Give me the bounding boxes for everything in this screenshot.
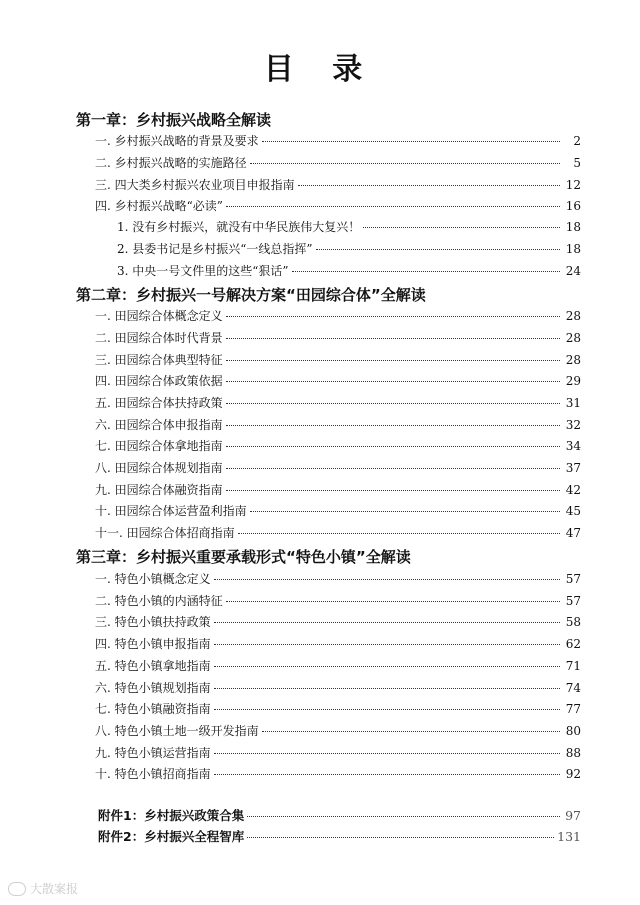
toc-entry-page: 45 [565,504,581,518]
toc-entry-label: 一. 特色小镇概念定义 [95,572,211,586]
toc-entry[interactable] [95,395,581,411]
toc-entry[interactable] [95,460,581,476]
toc-entry-page: 131 [557,829,581,844]
toc-entry-page: 28 [565,309,581,323]
toc-entry-label: 二. 田园综合体时代背景 [95,331,223,345]
toc-entry[interactable] [95,614,581,630]
toc-entry-label: 一. 乡村振兴战略的背景及要求 [95,134,259,148]
toc-entry-page: 29 [565,374,581,388]
toc-entry-page: 74 [565,681,581,695]
toc-entry[interactable] [95,133,581,149]
toc-entry-page: 2 [573,134,581,148]
dot-leader [292,271,560,272]
toc-entry-label: 二. 乡村振兴战略的实施路径 [95,156,247,170]
toc-entry-label: 3. 中央一号文件里的这些“狠话” [117,264,289,278]
toc-entry-page: 34 [565,439,581,453]
toc-entry-page: 47 [565,526,581,540]
toc-entry[interactable] [95,352,581,368]
dot-leader [247,816,560,817]
watermark-text: 大散案报 [30,882,79,896]
toc-entry-label: 五. 特色小镇拿地指南 [95,659,211,673]
chapter-heading[interactable]: 第二章：乡村振兴一号解决方案“田园综合体”全解读 [76,286,426,304]
toc-entry[interactable] [95,745,581,761]
toc-entry[interactable] [95,438,581,454]
dot-leader [214,666,560,667]
dot-leader [226,206,560,207]
dot-leader [214,753,560,754]
toc-entry-page: 5 [573,156,581,170]
dot-leader [214,644,560,645]
toc-entry-page: 18 [565,220,581,234]
dot-leader [226,338,560,339]
toc-entry-label: 1. 没有乡村振兴，就没有中华民族伟大复兴！ [117,220,361,234]
dot-leader [363,227,560,228]
toc-entry[interactable] [95,571,581,587]
toc-entry-label: 三. 田园综合体典型特征 [95,353,223,367]
toc-entry-page: 71 [565,659,581,673]
toc-entry[interactable] [95,723,581,739]
toc-entry-page: 92 [565,767,581,781]
watermark [8,880,78,897]
dot-leader [247,837,554,838]
toc-appendix[interactable] [98,808,581,824]
dot-leader [214,579,560,580]
dot-leader [214,622,560,623]
toc-entry-label: 二. 特色小镇的内涵特征 [95,594,223,608]
toc-entry-label: 九. 特色小镇运营指南 [95,746,211,760]
toc-entry-page: 16 [565,199,581,213]
dot-leader [226,601,560,602]
toc-entry-page: 62 [565,637,581,651]
toc-entry-label: 六. 特色小镇规划指南 [95,681,211,695]
dot-leader [226,446,560,447]
dot-leader [298,185,560,186]
toc-entry-page: 31 [565,396,581,410]
toc-entry-label: 九. 田园综合体融资指南 [95,483,223,497]
dot-leader [214,709,560,710]
dot-leader [250,511,560,512]
toc-entry[interactable] [95,482,581,498]
toc-entry-label: 十. 田园综合体运营盈利指南 [95,504,247,518]
toc-entry-page: 57 [565,594,581,608]
toc-entry-label: 四. 田园综合体政策依据 [95,374,223,388]
toc-entry-page: 32 [565,418,581,432]
dot-leader [250,163,560,164]
toc-entry-label: 六. 田园综合体申报指南 [95,418,223,432]
chapter-heading[interactable]: 第三章：乡村振兴重要承载形式“特色小镇”全解读 [76,548,411,566]
toc-entry[interactable] [95,308,581,324]
toc-entry[interactable] [95,525,581,541]
toc-entry-page: 28 [565,353,581,367]
toc-entry[interactable] [95,330,581,346]
toc-entry[interactable] [95,198,581,214]
toc-entry-label: 附件2：乡村振兴全程智库 [98,829,245,844]
toc-subentry[interactable] [117,219,581,235]
toc-entry[interactable] [95,636,581,652]
toc-entry[interactable] [95,417,581,433]
toc-entry[interactable] [95,701,581,717]
dot-leader [238,533,560,534]
toc-entry[interactable] [95,593,581,609]
dot-leader [316,249,560,250]
toc-entry-page: 57 [565,572,581,586]
toc-entry-page: 77 [565,702,581,716]
toc-entry[interactable] [95,680,581,696]
toc-subentry[interactable] [117,263,581,279]
toc-entry-page: 37 [565,461,581,475]
toc-entry[interactable] [95,766,581,782]
toc-entry-label: 一. 田园综合体概念定义 [95,309,223,323]
toc-entry-label: 八. 田园综合体规划指南 [95,461,223,475]
toc-appendix[interactable] [98,829,581,845]
toc-entry[interactable] [95,503,581,519]
toc-entry[interactable] [95,373,581,389]
toc-entry-label: 附件1：乡村振兴政策合集 [98,808,245,823]
toc-entry-label: 五. 田园综合体扶持政策 [95,396,223,410]
toc-entry[interactable] [95,155,581,171]
toc-entry-page: 58 [565,615,581,629]
toc-entry-page: 12 [565,178,581,192]
toc-entry-page: 24 [565,264,581,278]
toc-entry-page: 80 [565,724,581,738]
toc-entry-label: 十一. 田园综合体招商指南 [95,526,235,540]
toc-entry[interactable] [95,177,581,193]
toc-entry-label: 四. 乡村振兴战略“必读” [95,199,223,213]
toc-subentry[interactable] [117,241,581,257]
toc-entry-page: 18 [565,242,581,256]
dot-leader [226,316,560,317]
toc-entry-label: 三. 四大类乡村振兴农业项目申报指南 [95,178,295,192]
page-title: 目 录 [263,52,377,87]
toc-entry[interactable] [95,658,581,674]
toc-entry-page: 97 [565,808,581,823]
toc-entry-label: 三. 特色小镇扶持政策 [95,615,211,629]
dot-leader [226,403,560,404]
dot-leader [226,381,560,382]
watermark-logo-icon [8,882,26,896]
toc-entry-page: 88 [565,746,581,760]
dot-leader [226,360,560,361]
toc-entry-page: 28 [565,331,581,345]
dot-leader [226,468,560,469]
dot-leader [214,774,560,775]
toc-entry-label: 七. 田园综合体拿地指南 [95,439,223,453]
dot-leader [226,490,560,491]
toc-entry-label: 2. 县委书记是乡村振兴“一线总指挥” [117,242,313,256]
toc-entry-label: 八. 特色小镇土地一级开发指南 [95,724,259,738]
dot-leader [226,425,560,426]
dot-leader [214,688,560,689]
chapter-heading[interactable]: 第一章：乡村振兴战略全解读 [76,111,272,129]
toc-entry-label: 七. 特色小镇融资指南 [95,702,211,716]
toc-entry-label: 四. 特色小镇申报指南 [95,637,211,651]
dot-leader [262,141,560,142]
dot-leader [262,731,560,732]
toc-entry-page: 42 [565,483,581,497]
toc-entry-label: 十. 特色小镇招商指南 [95,767,211,781]
